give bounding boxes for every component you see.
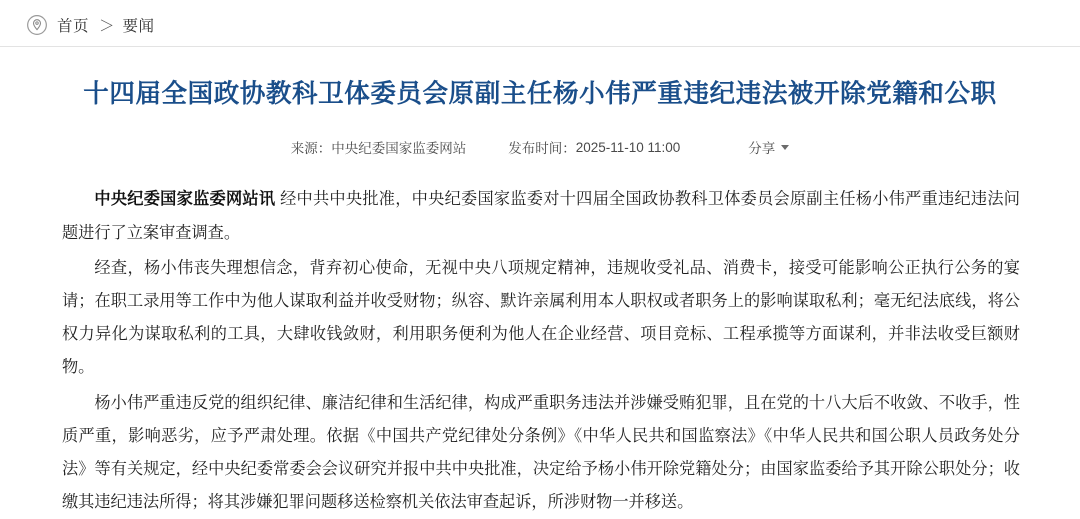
source-label: 来源： [290,141,332,157]
breadcrumb-separator: ＞ [99,18,115,35]
paragraph-2: 经查，杨小伟丧失理想信念，背弃初心使命，无视中央八项规定精神，违规收受礼品、消费卡，接受可能影响公正执行公务的宴请；在职工录用等工作中为他人谋取利益并收受财物；纵容、默许亲属利用本人职权或者职务上的影响谋取私利；毫无纪法底线，将公权力异化为谋取私利的工具，大肆收钱敛财，利用职务便利为他人在企业经营、项目竞标、工程承揽等方面谋利，并非法收受巨额财物。 [62,258,1020,377]
source-value: 中央纪委国家监委网站 [331,141,467,157]
article-body [62,183,1020,519]
publish-time-label: 发布时间： [508,141,576,157]
location-pin-icon [26,14,48,36]
share-label: 分享 [748,141,776,157]
breadcrumb [0,0,1080,35]
breadcrumb-current: 要闻 [122,18,155,35]
paragraph-3: 杨小伟严重违反党的组织纪律、廉洁纪律和生活纪律，构成严重职务违法并涉嫌受贿犯罪，且在党的十八大后不收敛、不收手，性质严重，影响恶劣，应予严肃处理。依据《中国共产党纪律处分条例》《中华人民共和国监察法》《中华人民共和国公职人员政务处分法》等有关规定，经中央纪委常委会会议研究并报中共中央批准，决定给予杨小伟开除党籍处分；由国家监委给予其开除公职处分；收缴其违纪违法所得；将其涉嫌犯罪问题移送检察机关依法审查起诉，所涉财物一并移送。 [62,393,1020,512]
paragraph-1-text: 经中共中央批准，中央纪委国家监委对十四届全国政协教科卫体委员会原副主任杨小伟严重违纪违法问题进行了立案审查调查。 [62,190,1020,242]
lead-source: 中央纪委国家监委网站讯 [94,190,276,209]
publish-time-value: 2025-11-10 11:00 [575,139,681,155]
paragraph-1 [62,183,1020,249]
share-dropdown[interactable] [748,137,789,157]
page-title: 十四届全国政协教科卫体委员会原副主任杨小伟严重违纪违法被开除党籍和公职 [83,80,997,108]
article-meta [0,137,1080,157]
header-divider [0,46,1080,47]
chevron-down-icon [781,145,789,150]
breadcrumb-home-link[interactable]: 首页 [57,18,90,35]
